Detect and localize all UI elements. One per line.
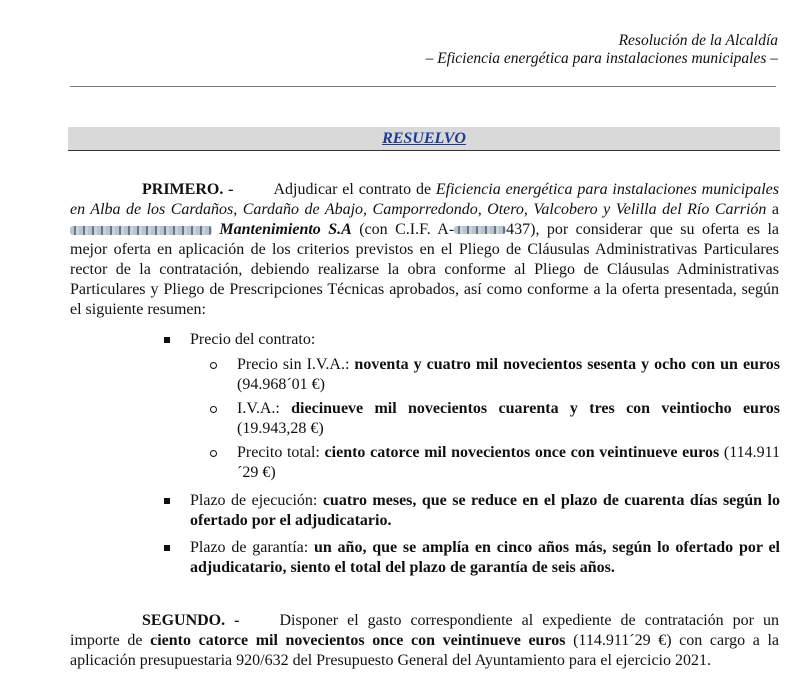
iva-label: I.V.A.: [237, 400, 292, 417]
total-label: Precito total: [237, 444, 325, 461]
list-item-total [190, 443, 780, 483]
header-subtitle: – Eficiencia energética para instalaciones municipales – [425, 50, 778, 67]
paragraph-segundo [70, 611, 779, 671]
primero-text-a: Adjudicar el contrato de [273, 181, 436, 198]
header-rule [70, 86, 776, 87]
plazo-ejecucion-label: Plazo de ejecución: [190, 492, 323, 509]
square-bullet-icon [164, 545, 170, 551]
list-item-precio [160, 330, 780, 483]
paragraph-primero [70, 180, 779, 320]
list-item-sin-iva [190, 355, 780, 395]
company-visible: Mantenimiento S.A [212, 221, 352, 238]
circle-bullet-icon [210, 406, 217, 413]
total-text: ciento catorce mil novecientos once con veintinueve euros [324, 444, 720, 461]
segundo-text-b: (114.911´29 €) con cargo a la aplicación presupuestaria 920/632 del Presupuesto General del Ayuntamiento para el ejercicio 2021. [70, 632, 780, 669]
document-header [426, 32, 778, 68]
summary-list [160, 330, 780, 585]
precio-sublist [190, 355, 780, 483]
primero-text-c: (con C.I.F. A- [351, 221, 455, 238]
primero-text-d: ), por considerar que su oferta es la mejor oferta en aplicación de los criterios previstos en el Pliego de Cláusulas Administrativas Particulares rector de la contratación, debiendo realizarse la obra conforme al Pliego de Cláusulas Administrativas Particulares y Pliego de Prescripciones Técnicas aprobados, así como conforme a la oferta presentada, según el siguiente resumen: [70, 221, 780, 318]
segundo-text-a: Disponer el gasto correspondiente al expediente de contratación por un importe de [70, 612, 780, 649]
sin-iva-label: Precio sin I.V.A.: [237, 356, 355, 373]
primero-text-b: a [766, 201, 779, 218]
segundo-label: SEGUNDO. - [142, 612, 240, 629]
segundo-amount-words: ciento catorce mil novecientos once con veintinueve euros [150, 632, 566, 649]
iva-text: diecinueve mil novecientos cuarenta y tres con veintiocho euros [291, 400, 780, 417]
plazo-ejecucion-text: cuatro meses, que se reduce en el plazo de cuarenta días según lo ofertado por el adjudicatario. [190, 492, 781, 529]
list-item-plazo-ejecucion [160, 491, 780, 531]
list-item-plazo-garantia [160, 538, 780, 578]
list-item-iva [190, 399, 780, 439]
iva-amount: (19.943,28 €) [237, 420, 324, 437]
sin-iva-amount: (94.968´01 €) [237, 376, 325, 393]
square-bullet-icon [164, 498, 170, 504]
section-title-resuelvo [68, 127, 780, 151]
section-title-text: RESUELVO [382, 130, 466, 147]
precio-label: Precio del contrato: [190, 331, 316, 348]
plazo-garantia-label: Plazo de garantía: [190, 539, 314, 556]
square-bullet-icon [164, 337, 170, 343]
contract-name: Eficiencia energética para instalaciones municipales en Alba de los Cardaños, Cardaño de Abajo, Camporredondo, Otero, Valcobero y Velilla del Río Carrión [70, 181, 780, 218]
total-amount: (114.911´29 €) [237, 444, 781, 481]
plazo-garantia-text: un año, que se amplía en cinco años más, según lo ofertado por el adjudicatario, siento el total del plazo de garantía de seis años. [190, 539, 780, 576]
circle-bullet-icon [210, 450, 217, 457]
primero-label: PRIMERO. - [142, 181, 234, 198]
cif-visible: 437 [506, 221, 531, 238]
redacted-cif [454, 226, 506, 234]
header-title: Resolución de la Alcaldía [618, 32, 778, 49]
redacted-company-name [70, 226, 212, 235]
circle-bullet-icon [210, 362, 217, 369]
sin-iva-text: noventa y cuatro mil novecientos sesenta y ocho con un euros [354, 356, 780, 373]
